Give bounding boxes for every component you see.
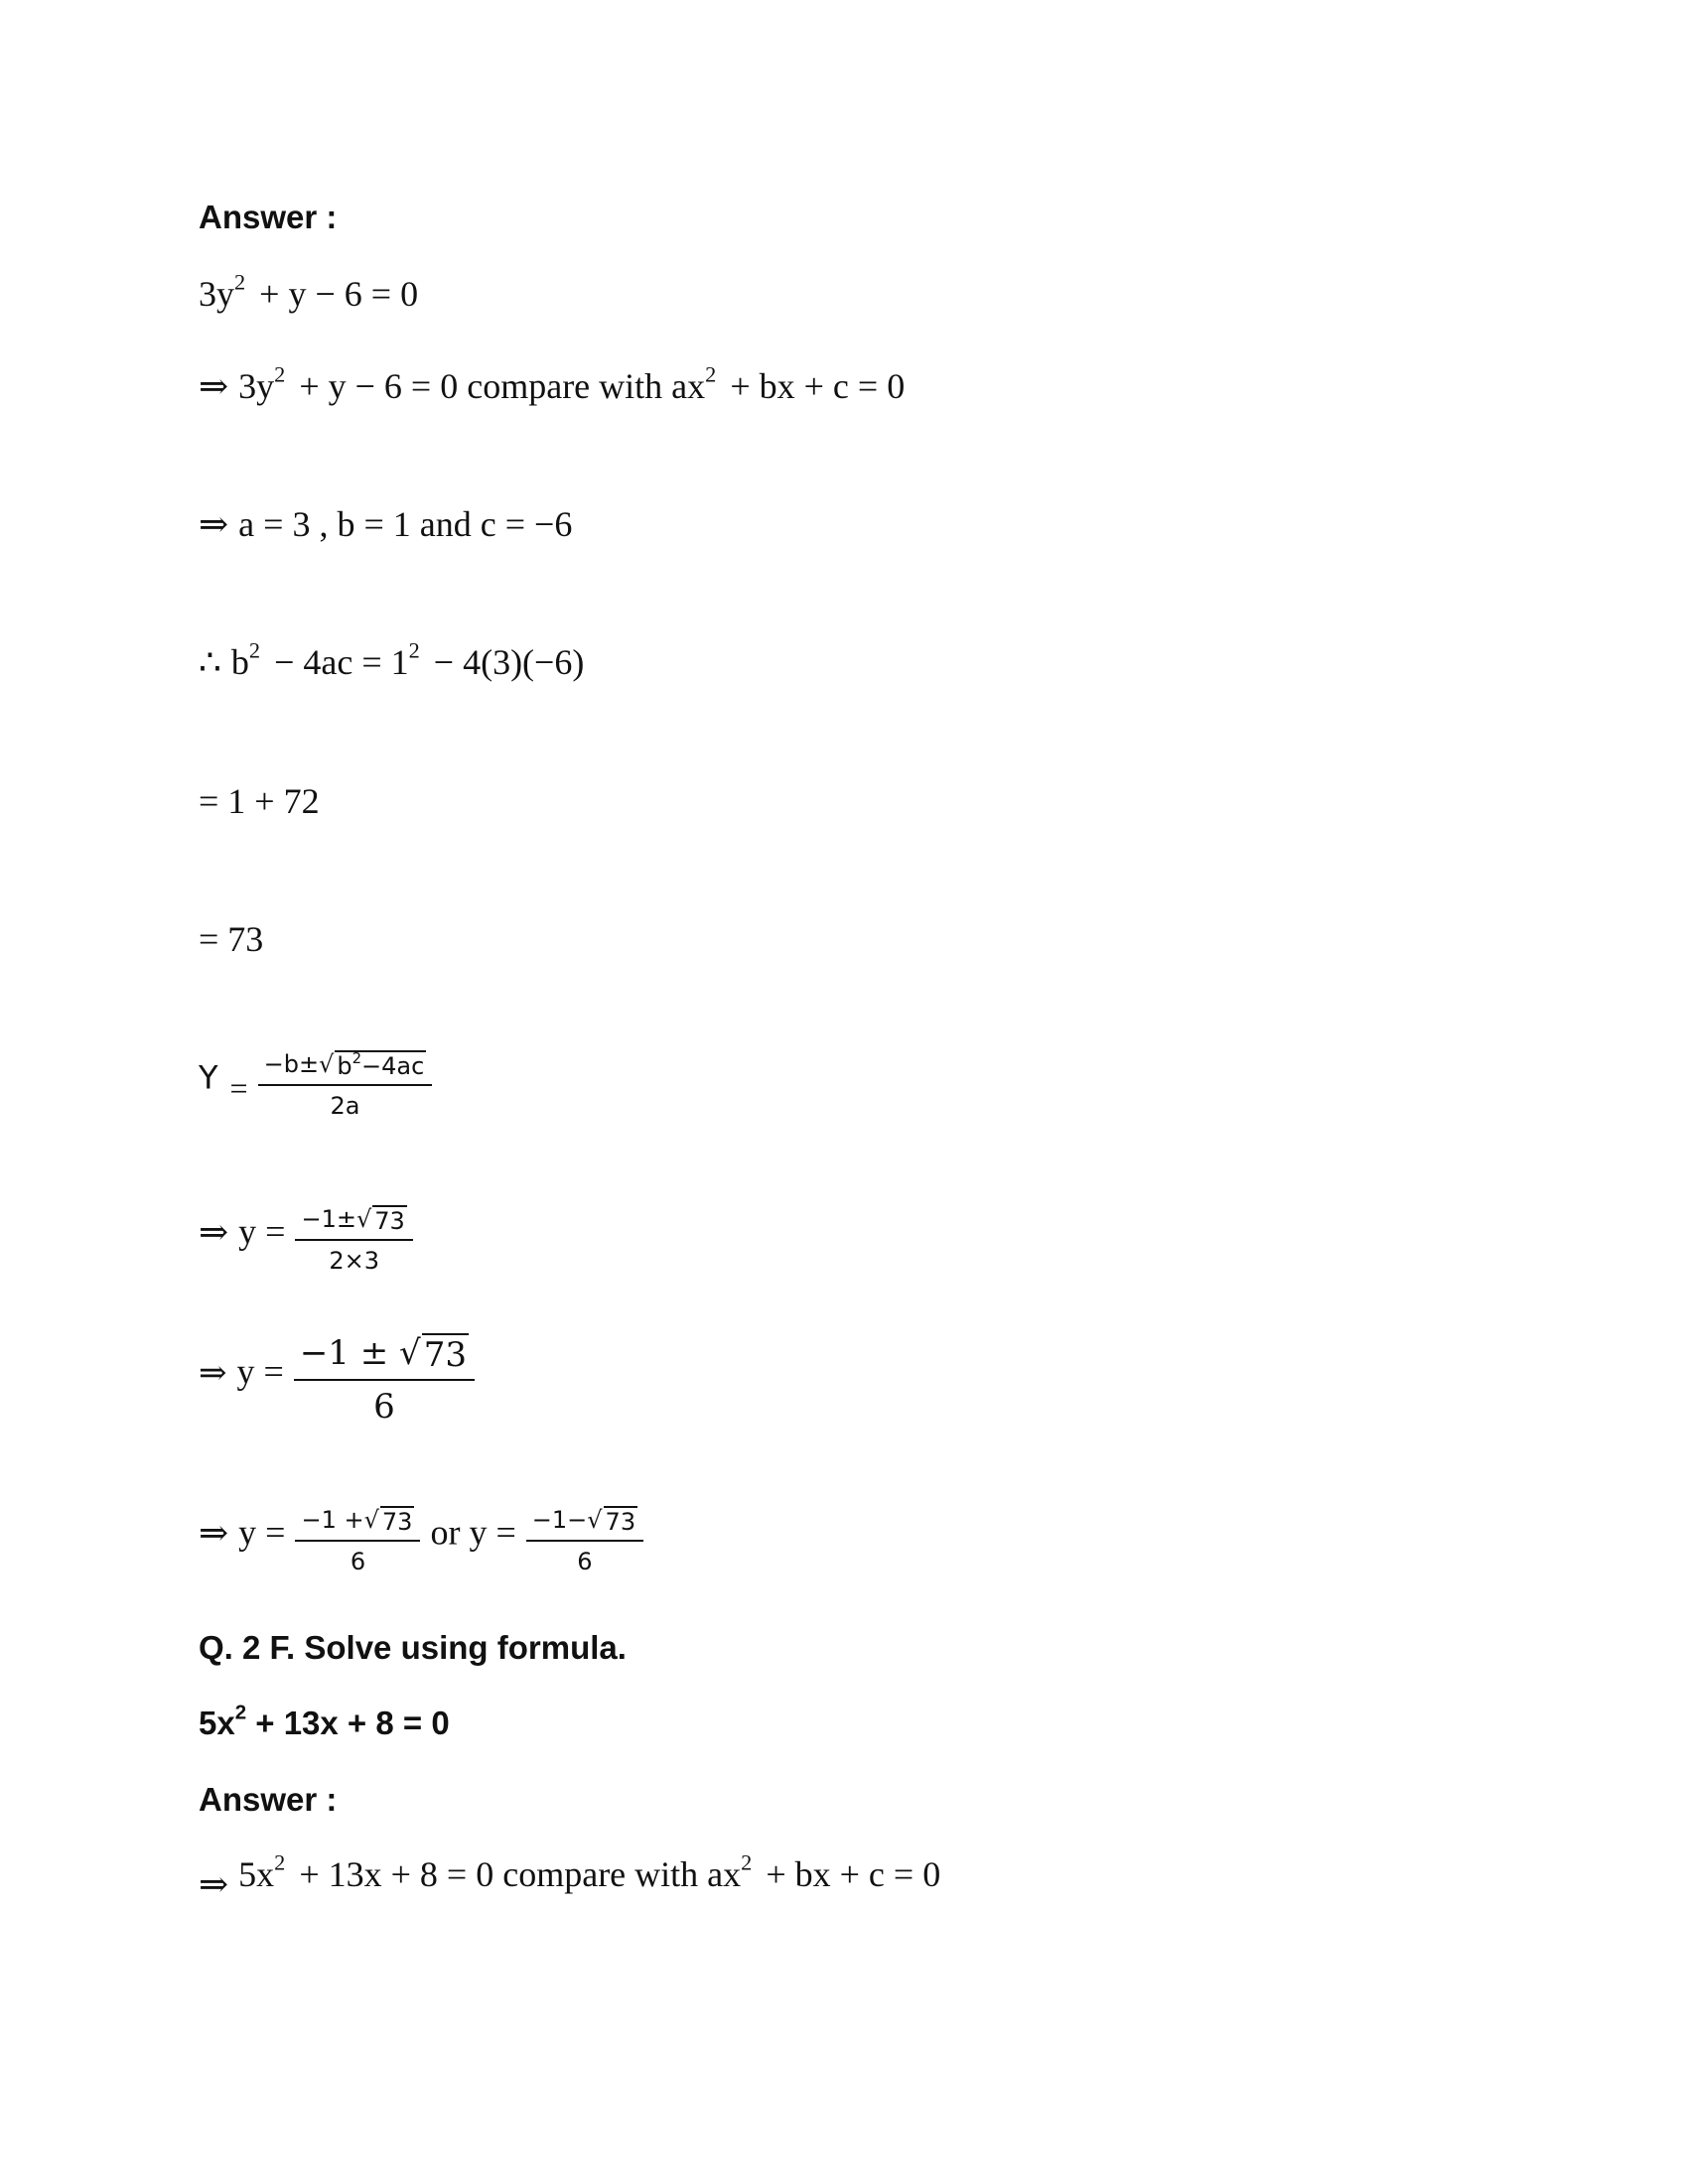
implies-symbol: ⇒ — [199, 1354, 227, 1392]
sub2-numerator: −1 ± — [299, 1333, 389, 1373]
sub1-denominator: 2×3 — [329, 1247, 379, 1275]
substitution-step-2 — [199, 1333, 481, 1427]
formula-rad-c: −4ac — [361, 1052, 425, 1080]
compare2-tail: + bx + c = 0 — [766, 1854, 941, 1894]
formula-rad-exp: 2 — [352, 1048, 362, 1067]
sub3-radicand-plus: 73 — [381, 1508, 413, 1536]
compare-lhs: 3y — [238, 366, 275, 406]
question-title: Q. 2 F. Solve using formula. — [199, 1629, 627, 1666]
disc-exponent: 2 — [248, 637, 261, 663]
sqrt-icon: √ 73 — [355, 1205, 405, 1235]
sub3-denominator-plus: 6 — [350, 1548, 366, 1575]
eq-rest: + y − 6 = 0 — [259, 274, 419, 314]
disc-tail: − 4(3)(−6) — [433, 642, 585, 682]
sum-step: = 1 + 72 — [199, 781, 320, 821]
implies-symbol: ⇒ — [199, 366, 229, 406]
substitution-step-1 — [199, 1205, 419, 1275]
coefficients-text: a = 3 , b = 1 and c = −6 — [238, 504, 573, 544]
sqrt-icon: √ 73 — [363, 1506, 413, 1536]
answer-heading: Answer : — [199, 199, 338, 235]
question-eq-rest: + 13x + 8 = 0 — [255, 1705, 450, 1741]
implies-symbol: ⇒ — [199, 504, 229, 544]
sqrt-icon: √ 73 — [399, 1333, 467, 1375]
compare-step-2 — [199, 1849, 941, 1904]
sub3-radicand-minus: 73 — [605, 1508, 636, 1536]
formula-rad-b: b — [337, 1052, 352, 1080]
sub3-or: or y = — [430, 1512, 516, 1553]
disc-exponent-2: 2 — [408, 637, 420, 663]
sub1-lhs: y = — [238, 1211, 286, 1252]
sub1-fraction — [295, 1205, 412, 1275]
compare-tail: + bx + c = 0 — [730, 366, 906, 406]
sub3-numerator-plus: −1 + — [301, 1506, 364, 1534]
quadratic-formula — [199, 1050, 438, 1120]
implies-symbol: ⇒ — [199, 1211, 229, 1252]
result-step: = 73 — [199, 919, 264, 959]
sub3-lhs: y = — [238, 1512, 286, 1553]
sub3-fraction-minus — [526, 1506, 643, 1575]
disc-b: b — [230, 642, 249, 682]
answer-heading-2: Answer : — [199, 1781, 338, 1818]
compare2-exponent-2: 2 — [741, 1849, 753, 1875]
disc-mid: − 4ac = 1 — [274, 642, 409, 682]
implies-symbol: ⇒ — [199, 1864, 229, 1904]
question-eq-lhs: 5x — [199, 1705, 235, 1741]
formula-numerator-a: −b± — [263, 1050, 320, 1078]
compare-exponent: 2 — [274, 361, 286, 387]
compare2-lhs: 5x — [238, 1854, 275, 1894]
sub2-radicand: 73 — [423, 1335, 467, 1375]
compare2-exponent: 2 — [274, 1849, 286, 1875]
question-eq-exponent: 2 — [234, 1701, 247, 1724]
sqrt-icon: √ 73 — [587, 1506, 636, 1536]
sub1-radicand: 73 — [374, 1207, 405, 1235]
compare-text: + y − 6 = 0 compare with ax — [299, 366, 706, 406]
implies-symbol: ⇒ — [199, 1512, 229, 1553]
eq-lhs: 3y — [199, 274, 234, 314]
formula-lhs: Y — [199, 1058, 218, 1097]
substitution-step-3 — [199, 1506, 649, 1575]
compare-exponent-2: 2 — [705, 361, 717, 387]
sqrt-icon: √ $b^2-4ac$ — [319, 1048, 425, 1080]
therefore-symbol: ∴ — [199, 642, 221, 682]
compare2-text: + 13x + 8 = 0 compare with ax — [299, 1854, 742, 1894]
coefficients-step — [199, 503, 572, 545]
sub2-fraction — [294, 1333, 475, 1427]
formula-denominator: 2a — [330, 1092, 360, 1120]
discriminant-step — [199, 637, 585, 683]
sub2-denominator: 6 — [373, 1387, 395, 1427]
sub2-lhs: y = — [236, 1351, 284, 1392]
question-equation — [199, 1701, 450, 1742]
sub1-numerator: −1± — [301, 1205, 356, 1233]
sub3-denominator-minus: 6 — [577, 1548, 593, 1575]
formula-fraction — [258, 1050, 433, 1120]
sub3-fraction-plus — [295, 1506, 420, 1575]
equation-line — [199, 269, 419, 315]
eq-exponent: 2 — [234, 269, 246, 295]
sub3-numerator-minus: −1− — [531, 1506, 588, 1534]
compare-step — [199, 361, 906, 407]
formula-equals: = — [229, 1069, 248, 1106]
